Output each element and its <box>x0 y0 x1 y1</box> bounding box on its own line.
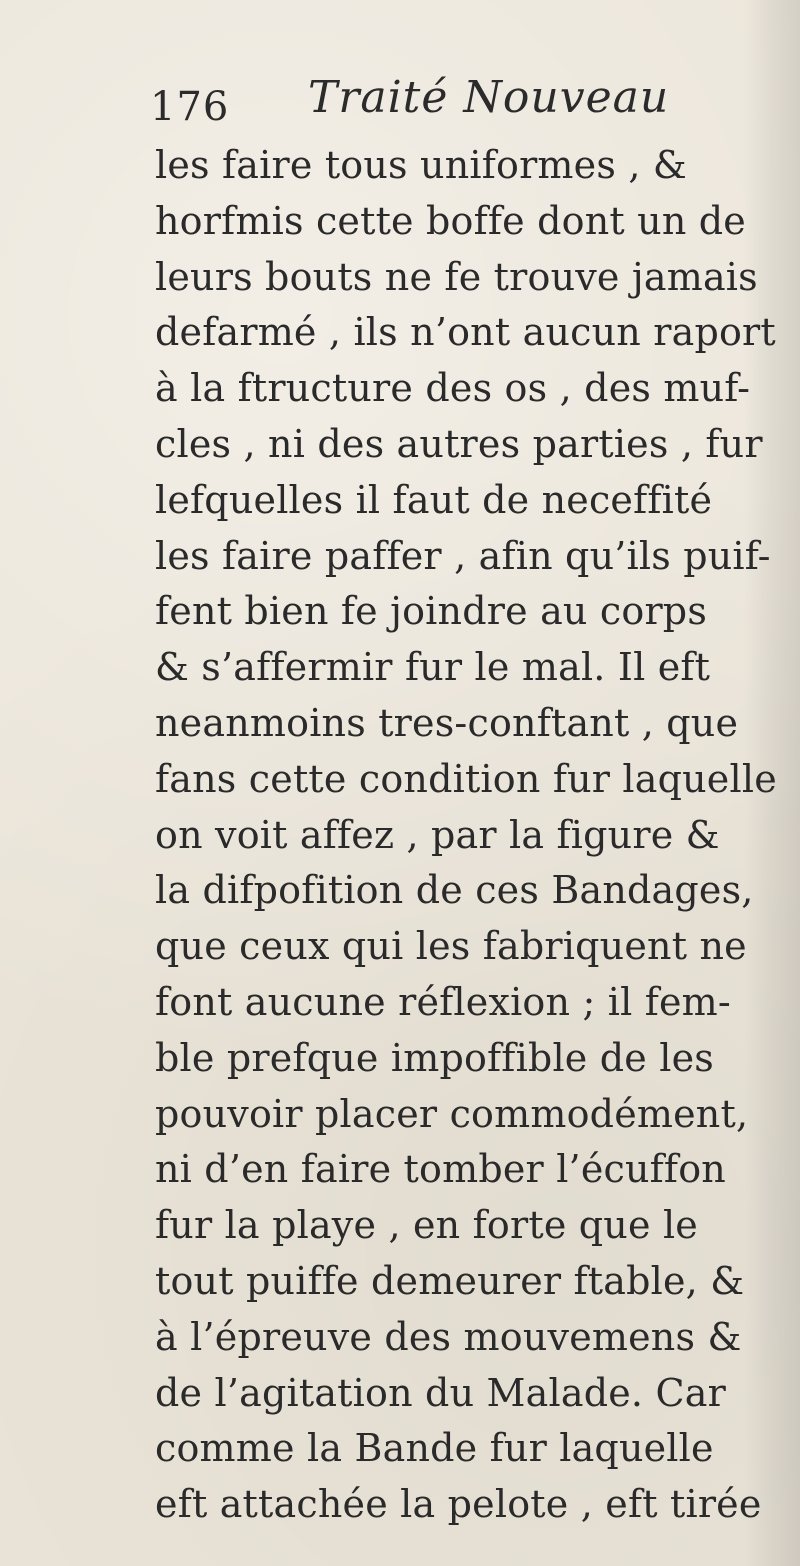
text-line: les faire tous uniformes , & <box>155 143 687 187</box>
text-line: les faire paffer , afin qu’ils puif- <box>155 533 771 578</box>
text-line: & s’affermir fur le mal. Il eft <box>155 645 711 690</box>
text-line: la difpofition de ces Bandages, <box>155 868 754 913</box>
text-line: font aucune réflexion ; il fem- <box>155 979 731 1024</box>
text-line: pouvoir placer commodément, <box>155 1091 749 1136</box>
text-line: lefquelles il faut de neceffité <box>155 477 713 522</box>
text-line: à la ftructure des os , des muf- <box>155 366 751 411</box>
text-line: on voit affez , par la figure & <box>155 812 720 857</box>
text-line: fur la playe , en forte que le <box>155 1203 698 1248</box>
body-text <box>155 138 780 1533</box>
text-line: fans cette condition fur laquelle <box>155 756 777 801</box>
text-line: de l’agitation du Malade. Car <box>155 1370 726 1415</box>
text-line: tout puiffe demeurer ftable, & <box>155 1258 745 1303</box>
text-line: eft attachée la pelote , eft tirée <box>155 1482 762 1527</box>
text-line: ble prefque impoffible de les <box>155 1035 715 1080</box>
text-line: horfmis cette boffe dont un de <box>155 198 746 243</box>
text-line: defarmé , ils n’ont aucun raport <box>155 310 776 355</box>
text-line: ni d’en faire tomber l’écuffon <box>155 1147 726 1192</box>
text-line: neanmoins tres-conftant , que <box>155 700 739 745</box>
text-line: que ceux qui les fabriquent ne <box>155 924 747 969</box>
page-header <box>150 72 770 132</box>
text-line: à l’épreuve des mouvemens & <box>155 1314 742 1359</box>
text-line: fent bien fe joindre au corps <box>155 589 708 634</box>
running-head: Traité Nouveau <box>308 72 670 123</box>
text-line: leurs bouts ne fe trouve jamais <box>155 254 758 299</box>
text-line: cles , ni des autres parties , fur <box>155 421 763 466</box>
text-line: comme la Bande fur laquelle <box>155 1426 714 1471</box>
page-number: 176 <box>150 84 230 130</box>
